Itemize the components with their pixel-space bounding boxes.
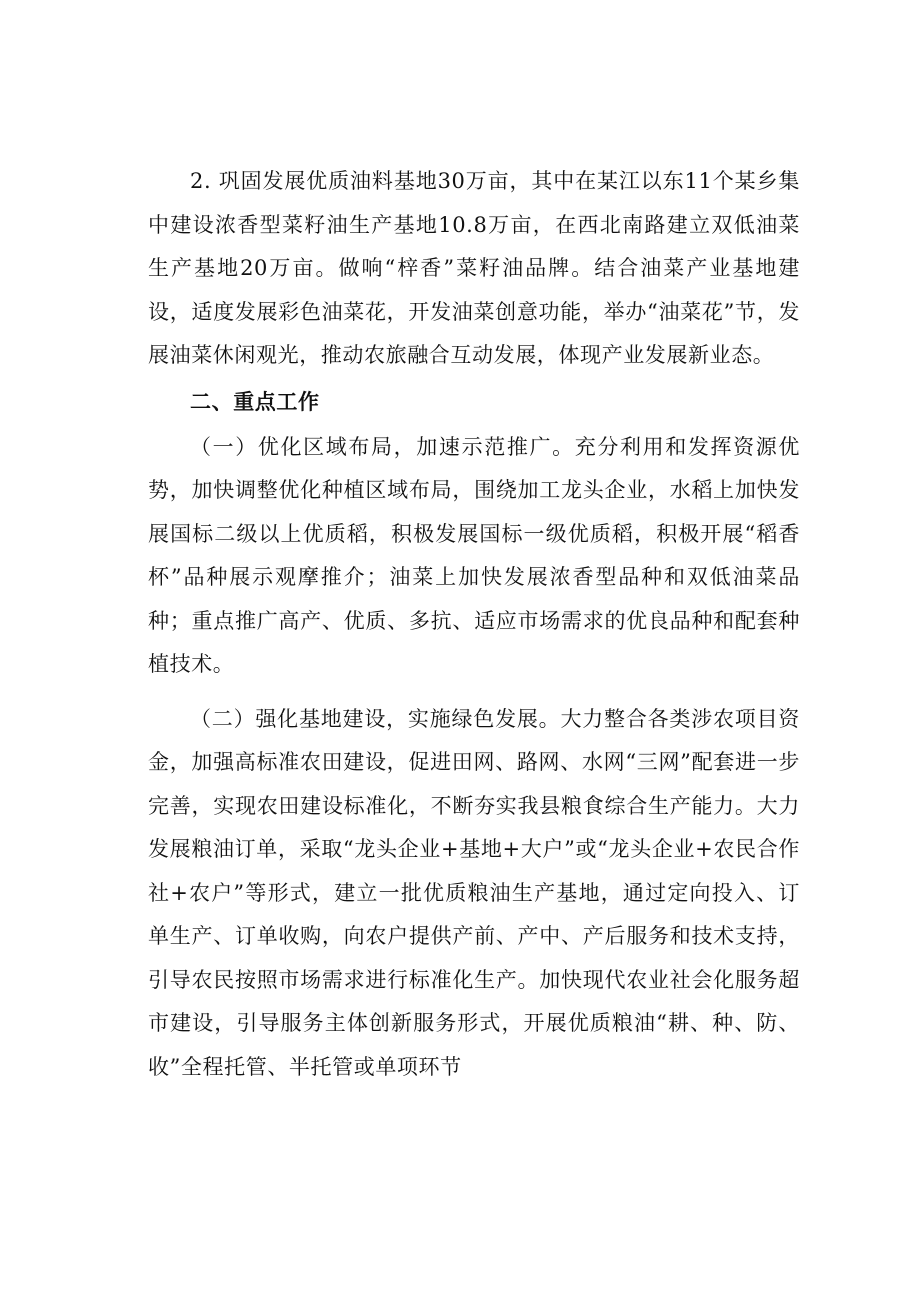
paragraph-gap <box>148 687 800 698</box>
paragraph-optimize-layout: （一）优化区域布局，加速示范推广。充分利用和发挥资源优势，加快调整优化种植区域布局，围绕加工龙头企业，水稻上加快发展国标二级以上优质稻，积极发展国标一级优质稻，积极开展“稻香杯”品种展示观摩推介；油菜上加快发展浓香型品种和双低油菜品种；重点推广高产、优质、多抗、适应市场需求的优良品种和配套种植技术。 <box>148 434 800 676</box>
paragraph-oil-base: 2. 巩固发展优质油料基地30万亩，其中在某江以东11个某乡集中建设浓香型菜籽油生产基地10.8万亩，在西北南路建立双低油菜生产基地20万亩。做响“梓香”菜籽油品牌。结合油菜产业基地建设，适度发展彩色油菜花，开发油菜创意功能，举办“油菜花”节，发展油菜休闲观光，推动农旅融合互动发展，体现产业发展新业态。 <box>148 169 800 367</box>
paragraph-base-construction: （二）强化基地建设，实施绿色发展。大力整合各类涉农项目资金，加强高标准农田建设，促进田网、路网、水网“三网”配套进一步完善，实现农田建设标准化，不断夯实我县粮食综合生产能力。大力发展粮油订单，采取“龙头企业+基地+大户”或“龙头企业+农民合作社+农户”等形式，建立一批优质粮油生产基地，通过定向投入、订单生产、订单收购，向农户提供产前、产中、产后服务和技术支持，引导农民按照市场需求进行标准化生产。加快现代农业社会化服务超市建设，引导服务主体创新服务形式，开展优质粮油“耕、种、防、收”全程托管、半托管或单项环节 <box>148 706 800 1079</box>
document-body <box>148 160 800 1089</box>
section-heading-key-work: 二、重点工作 <box>190 389 320 414</box>
